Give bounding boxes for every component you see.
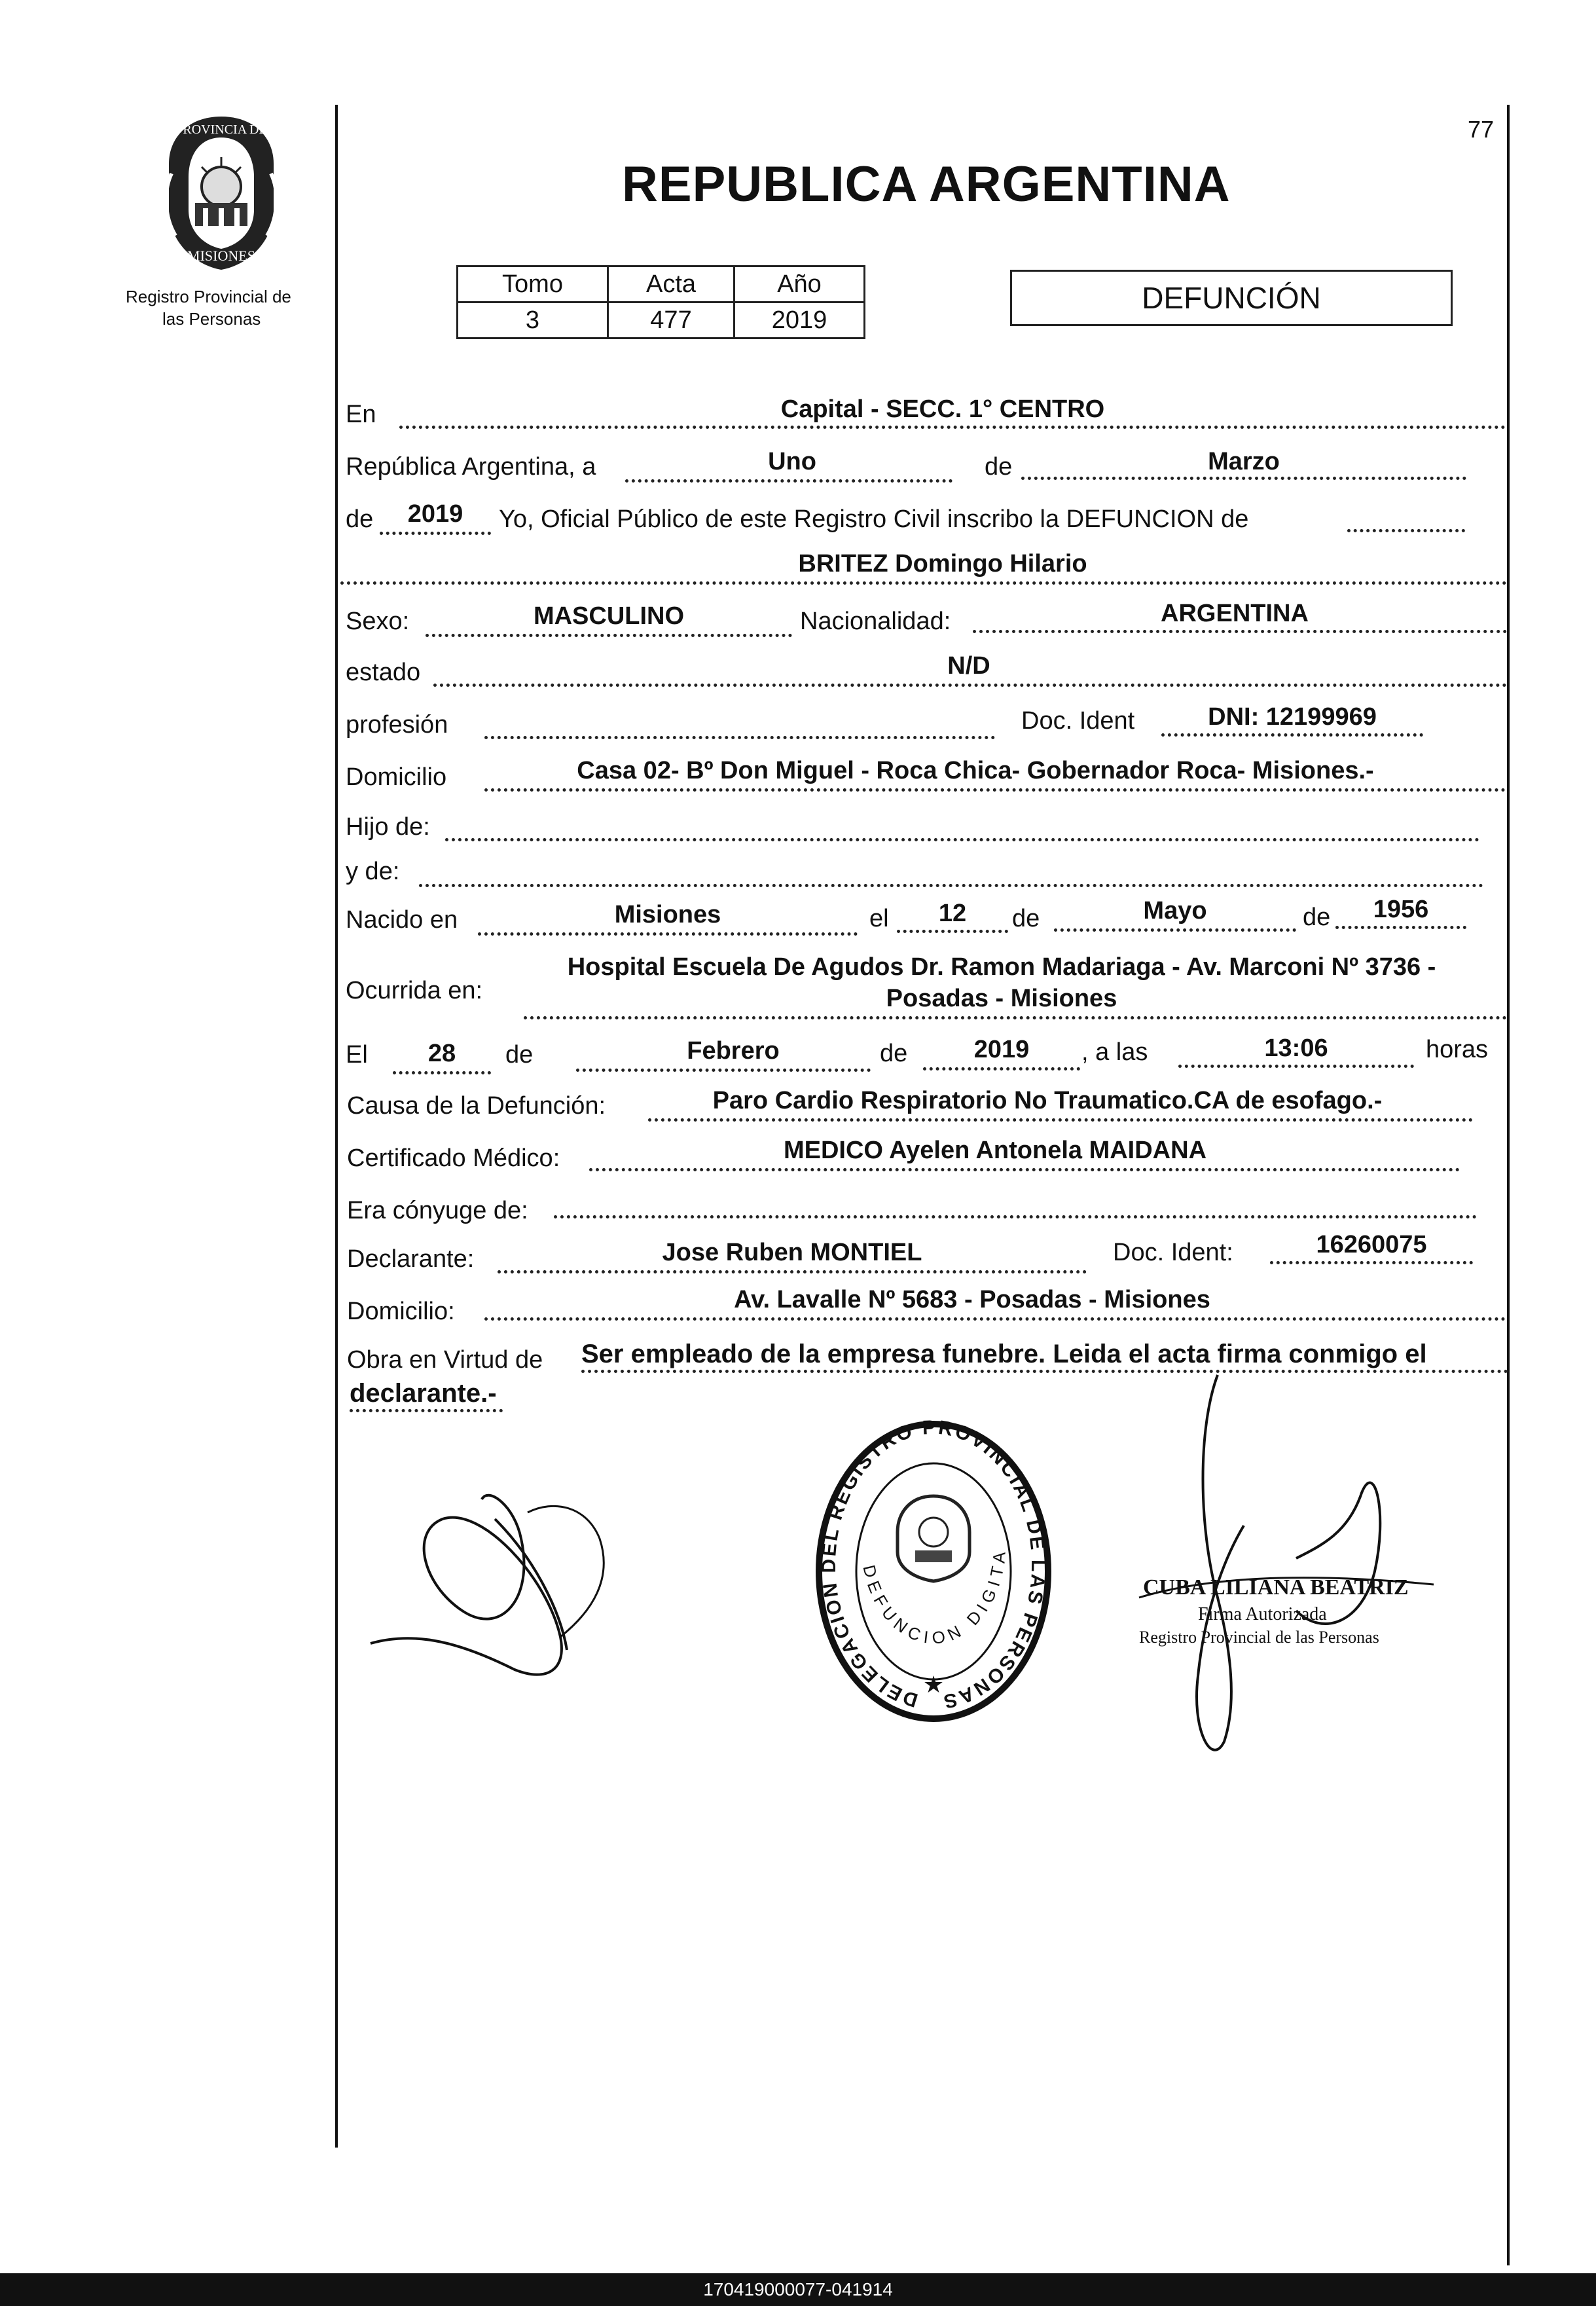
table-header-acta: Acta: [608, 266, 735, 302]
declarante-label: Declarante:: [347, 1245, 475, 1273]
doc-ident-value: DNI: 12199969: [1208, 703, 1377, 731]
page-title: REPUBLICA ARGENTINA: [622, 156, 1231, 212]
death-day: 28: [427, 1040, 456, 1067]
birth-month-line: [1054, 928, 1296, 932]
certificado-label: Certificado Médico:: [347, 1144, 560, 1172]
nacido-value: Misiones: [614, 901, 721, 928]
left-margin-rule: [335, 105, 338, 2148]
footer-bar: [0, 2273, 1596, 2306]
domicilio2-label: Domicilio:: [347, 1298, 455, 1325]
ocurrida-label: Ocurrida en:: [346, 977, 483, 1004]
yde-line: [419, 884, 1483, 887]
obra-value: Ser empleado de la empresa funebre. Leida el acta firma conmigo el: [581, 1340, 1427, 1368]
document-type-box: [1010, 270, 1453, 326]
republica-label: República Argentina, a: [346, 453, 596, 481]
conyuge-label: Era cónyuge de:: [347, 1197, 528, 1224]
table-cell-anio: 2019: [735, 302, 865, 339]
hijo-line: [445, 838, 1479, 841]
ocurrida-line1: Hospital Escuela De Agudos Dr. Ramon Madariaga - Av. Marconi Nº 3736 -: [567, 953, 1436, 981]
birth-month: Mayo: [1143, 897, 1207, 924]
right-margin-rule: [1507, 105, 1510, 2265]
footer-code: 170419000077-041914: [703, 2279, 893, 2299]
svg-text:★: ★: [922, 1671, 945, 1698]
causa-value: Paro Cardio Respiratorio No Traumatico.CA de esofago.-: [712, 1087, 1383, 1114]
ocurrida-dotline: [524, 1016, 1507, 1019]
domicilio2-value: Av. Lavalle Nº 5683 - Posadas - Misiones: [734, 1286, 1210, 1313]
table-cell-tomo: 3: [458, 302, 608, 339]
deceased-name: BRITEZ Domingo Hilario: [798, 550, 1087, 577]
de-label: de: [985, 453, 1013, 481]
sexo-value: MASCULINO: [533, 602, 685, 630]
nacionalidad-line: [973, 630, 1507, 633]
death-month-line: [576, 1069, 871, 1072]
obra-line2: [350, 1409, 503, 1412]
domicilio-value: Casa 02- Bº Don Miguel - Roca Chica- Gobernador Roca- Misiones.-: [577, 757, 1374, 784]
year-value: 2019: [407, 500, 463, 528]
birth-day-line: [897, 930, 1008, 933]
birth-year-line: [1335, 926, 1466, 929]
en-label: En: [346, 401, 376, 428]
registrar-signature: [1126, 1362, 1479, 1768]
obra-label: Obra en Virtud de: [347, 1346, 543, 1374]
table-header-tomo: Tomo: [458, 266, 608, 302]
seal-inner-text: DEFUNCION DIGITA: [859, 1546, 1010, 1649]
sexo-line: [426, 634, 792, 637]
birth-day: 12: [938, 900, 967, 927]
en-line: [399, 426, 1506, 429]
registry-line2: las Personas: [162, 309, 261, 329]
birth-de2: de: [1303, 904, 1331, 931]
estado-label: estado: [346, 659, 421, 686]
inscribo-line: [1347, 529, 1465, 532]
en-value: Capital - SECC. 1° CENTRO: [780, 395, 1105, 423]
death-year: 2019: [973, 1036, 1030, 1063]
day-line: [625, 479, 952, 483]
profesion-label: profesión: [346, 711, 448, 739]
estado-line: [433, 684, 1507, 687]
birth-year: 1956: [1373, 896, 1429, 923]
death-time: 13:06: [1264, 1034, 1328, 1062]
official-seal: [809, 1414, 1058, 1729]
registry-line1: Registro Provincial de: [126, 287, 291, 306]
yde-label: y de:: [346, 858, 400, 885]
ocurrida-line2: Posadas - Misiones: [886, 985, 1117, 1012]
obra-value2: declarante.-: [350, 1379, 497, 1408]
declarante-value: Jose Ruben MONTIEL: [662, 1239, 922, 1266]
certificado-value: MEDICO Ayelen Antonela MAIDANA: [783, 1137, 1207, 1164]
table-header-anio: Año: [735, 266, 865, 302]
certificado-line: [589, 1168, 1460, 1171]
death-time-line: [1178, 1065, 1414, 1068]
causa-line: [648, 1118, 1473, 1122]
year-prefix: de: [346, 505, 374, 533]
day-value: Uno: [768, 448, 816, 475]
causa-label: Causa de la Defunción:: [347, 1092, 606, 1120]
profesion-line: [484, 736, 995, 739]
deceased-line: [340, 581, 1507, 585]
svg-text:DELEGACION DEL REGISTRO PROVIN: [818, 1417, 1049, 1713]
page-number: 77: [1468, 116, 1495, 143]
document-type: DEFUNCIÓN: [1142, 281, 1321, 315]
estado-value: N/D: [947, 652, 990, 680]
year-line: [380, 532, 491, 535]
emblem-text-top: PROVINCIA DE: [175, 122, 267, 137]
declarante-line: [498, 1270, 1087, 1273]
declarante-doc-label: Doc. Ident:: [1113, 1239, 1233, 1266]
month-line: [1021, 477, 1466, 480]
el2-label: El: [346, 1041, 368, 1069]
domicilio2-line: [484, 1317, 1506, 1321]
province-emblem: [149, 111, 293, 275]
table-cell-acta: 477: [608, 302, 735, 339]
birth-de1: de: [1012, 905, 1040, 932]
month-value: Marzo: [1208, 448, 1280, 475]
nacionalidad-label: Nacionalidad:: [800, 608, 951, 635]
domicilio-line: [484, 788, 1506, 792]
doc-ident-line: [1161, 733, 1423, 737]
stamp-office: Registro Provincial de las Personas: [1139, 1628, 1379, 1647]
declarante-doc-value: 16260075: [1316, 1231, 1427, 1258]
stamp-role: Firma Autorizada: [1198, 1604, 1327, 1624]
conyuge-line: [554, 1215, 1477, 1218]
el-label: el: [869, 905, 889, 932]
death-day-line: [393, 1071, 491, 1074]
nacido-line: [478, 932, 858, 936]
inscribo-text: Yo, Oficial Público de este Registro Civil inscribo la DEFUNCION de: [499, 505, 1249, 533]
hijo-label: Hijo de:: [346, 813, 430, 841]
death-month: Febrero: [687, 1037, 780, 1065]
seal-outer-text: DELEGACION DEL REGISTRO PROVINCIAL DE LAS PERSONAS: [818, 1416, 1049, 1713]
sexo-label: Sexo:: [346, 608, 410, 635]
horas-label: horas: [1426, 1036, 1489, 1063]
nacionalidad-value: ARGENTINA: [1161, 600, 1309, 627]
doc-ident-label: Doc. Ident: [1021, 707, 1135, 735]
declarante-doc-line: [1270, 1261, 1473, 1264]
domicilio-label: Domicilio: [346, 763, 447, 791]
death-de2: de: [880, 1040, 908, 1067]
nacido-label: Nacido en: [346, 906, 458, 934]
record-table: [456, 265, 865, 339]
declarant-signature: [364, 1480, 665, 1715]
death-de1: de: [505, 1041, 534, 1069]
stamp-name: CUBA LILIANA BEATRIZ: [1143, 1575, 1409, 1600]
emblem-text-bottom: MISIONES: [187, 247, 255, 264]
alas-label: , a las: [1081, 1038, 1148, 1066]
death-year-line: [923, 1067, 1080, 1071]
